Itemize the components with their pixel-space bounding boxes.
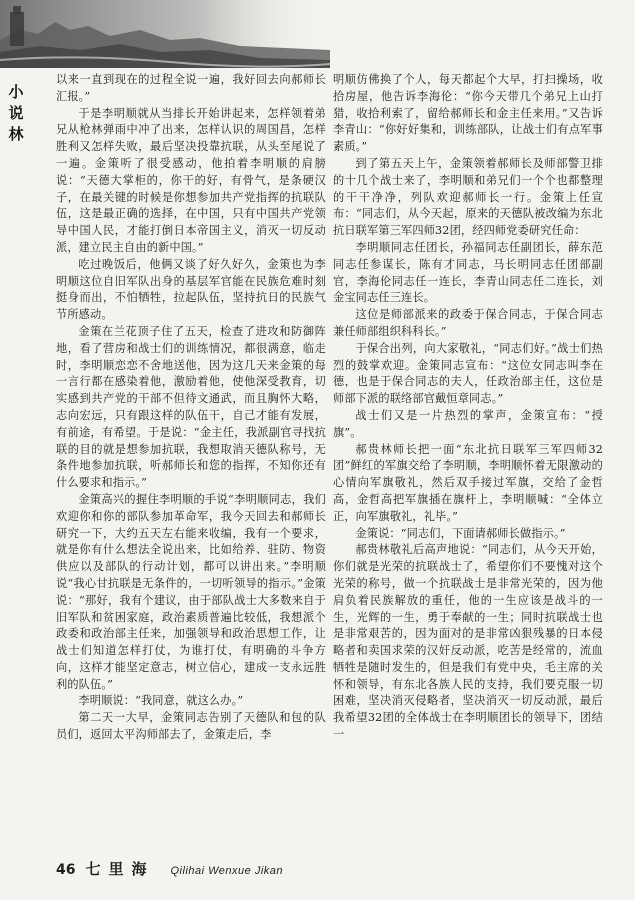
paragraph: 金策高兴的握住李明顺的手说“李明顺同志，我们欢迎你和你的部队参加革命军，我今天回去和郝师长研究一下，大约五天左右能来收编，我有一个要求，就是你有什么想法全说出来，比如给养、驻防、物资供应以及部队的行动计划，都可以讲出来。”李明顺说“我心甘抗联是无条件的，一切听领导的指示。”金策说：“那好，我有个建议，由于部队战士大多数来自于旧军队和贫困家庭，政治素质普遍比较低，我想派个政委和政治部主任来，加强领导和政治思想工作，让战士们知道怎样打仗，为谁打仗，有明确的斗争方向，这样才能坚定意志，树立信心，建成一支永远胜利的队伍。” [56, 492, 326, 691]
magazine-pinyin: Qilihai Wenxue Jikan [170, 865, 284, 877]
paragraph: 以来一直到现在的过程全说一遍，我好回去向郝师长汇报。” [56, 73, 326, 103]
article-column-left [56, 72, 326, 744]
paragraph: 郝贵林师长把一面“东北抗日联军三军四师32团”鲜红的军旗交给了李明顺，李明顺怀着无限激动的心情向军旗敬礼，然后双手接过军旗，交给了金哲高，金哲高把军旗插在旗杆上，李明顺喊：“全体立正，向军旗敬礼，礼毕。” [333, 442, 603, 523]
paragraph: 吃过晚饭后，他俩又谈了好久好久，金策也为李明顺这位自旧军队出身的基层军官能在民族危难时刻挺身而出，不怕牺牲，拉起队伍，坚持抗日的民族气节所感动。 [56, 257, 326, 322]
paragraph: 于保合出列，向大家敬礼，“同志们好。”战士们热烈的鼓掌欢迎。金策同志宣布：“这位女同志叫李在德，也是于保合同志的夫人，任政治部主任，这位是师部下派的联络部官戴恒章同志。” [333, 341, 603, 406]
article-column-right [333, 72, 603, 744]
paragraph: 这位是师部派来的政委于保合同志，于保合同志兼任师部组织科科长。” [333, 308, 603, 338]
paragraph: 李明顺同志任团长，孙福同志任副团长，薛东范同志任参谋长，陈有才同志，马长明同志任团部副官，李海伦同志任一连长，李青山同志任二连长，刘金宝同志任三连长。 [333, 240, 603, 305]
section-tag-char: 小 [8, 83, 24, 101]
paragraph: 第二天一大早，金策同志告别了天德队和包的队员们，返回太平沟师部去了，金策走后，李 [56, 711, 326, 742]
section-tag-char: 说 [8, 104, 24, 122]
paragraph: 李明顺说：“我同意，就这么办。” [78, 694, 244, 708]
paragraph: 到了第五天上午，金策领着郝师长及师部警卫排的十几个战士来了，李明顺和弟兄们一个个也都整理的干干净净，列队欢迎郝师长一行。金策上任宣布：“同志们，从今天起，原来的天德队被改编为东北抗日联军第三军四师32团，经四师党委研究任命： [333, 156, 603, 238]
paragraph: 金策说：“同志们，下面请郝师长做指示。” [355, 526, 566, 540]
section-tag-char: 林 [8, 125, 24, 143]
page-footer [56, 858, 596, 878]
paragraph: 金策在兰花顶子住了五天，检查了进攻和防御阵地，看了营房和战士们的训练情况，都很满意，临走时，李明顺恋恋不舍地送他，因为这几天来金策的每一言行都在感染着他，激励着他，使他深受教育，切实感到共产党的干部不但待文通武，而且胸怀大略，志向宏远，只有跟这样的队伍干，自己才能有发展，有前途，有希望。于是说：“金主任，我派副官寻找抗联的目的就是想参加抗联，我想取消天德队称号，无条件地参加抗联，听郝师长和您的指挥，不知你还有什么要求和指示。” [56, 324, 326, 490]
page-number: 46 [56, 862, 76, 878]
paragraph: 明顺仿佛换了个人，每天都起个大早，打扫操场，收拾房屋，他告诉李海伦：“你今天带几个弟兄上山打猎，收拾利索了，留给郝师长和金主任来用。”又告诉李青山：“你好好集和，训练部队，让战士们有点军事素质。” [333, 73, 603, 154]
paragraph: 战士们又是一片热烈的掌声，金策宣布：“授旗”。 [333, 408, 603, 439]
section-tag-fiction [6, 82, 26, 145]
magazine-name: 七里海 [85, 860, 155, 878]
paragraph: 郝贵林敬礼后高声地说：“同志们，从今天开始，你们就是光荣的抗联战士了，希望你们不要愧对这个光荣的称号，做一个抗联战士是非常光荣的，因为他肩负着民族解放的重任，他的一生应该是战斗的一生，光辉的一生，勇于奉献的一生；同时抗联战士也是非常艰苦的，因为面对的是非常凶狠残暴的日本侵略者和卖国求荣的汉奸反动派，吃苦是经常的，流血牺牲是随时发生的，但是我们有党中央，毛主席的关怀和领导，有东北各族人民的支持，我们要克服一切困难，坚决消灭侵略者，坚决消灭一切反动派，最后我希望32团的全体战士在李明顺团长的领导下，团结一 [333, 543, 603, 742]
paragraph: 于是李明顺就从当排长开始讲起来，怎样领着弟兄从枪林弹雨中冲了出来，怎样认识的周国昌，怎样胜利又怎样失败，最后坚决投靠抗联，从头至尾说了一遍。金策听了很受感动，他拍着李明顺的肩膀说：“天德大掌柜的，你干的好，有骨气，是条硬汉子，在最关键的时候是你想参加共产党指挥的抗联队伍，这是最正确的选择，在中国，只有中国共产党领导中国人民，才能打倒日本帝国主义，消灭一切反动派，建立民主自由的新中国。” [56, 106, 326, 254]
header-landscape-illustration [0, 0, 330, 68]
